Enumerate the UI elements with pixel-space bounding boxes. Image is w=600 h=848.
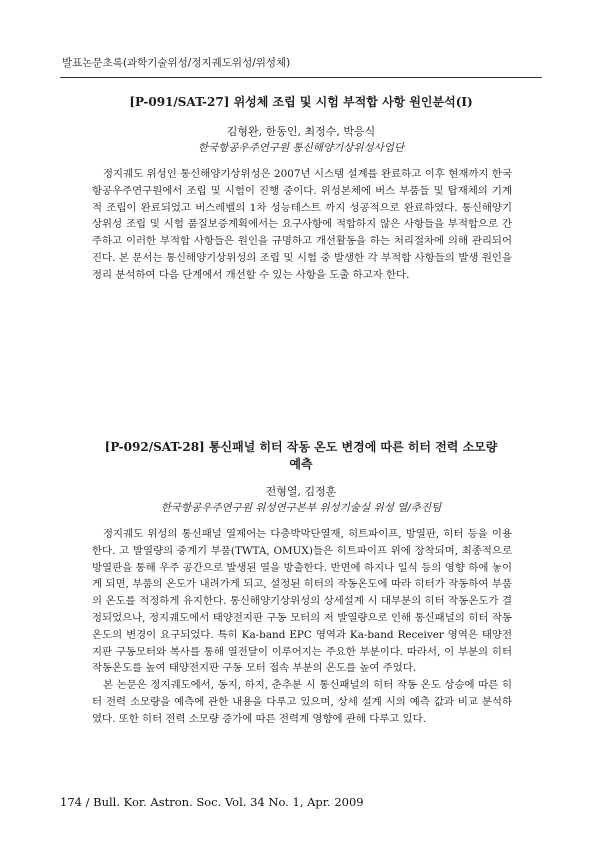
article-1-affiliation: 한국항공우주연구원 통신해양기상위성사업단 [197, 142, 405, 154]
article-1-authors: 김형완, 한동인, 최정수, 박응식 [226, 125, 376, 138]
article-1-paragraph: 정지궤도 위성인 통신해양기상위성은 2007년 시스템 설계를 완료하고 이후 현재까지 한국항공우주연구원에서 조립 및 시험이 진행 중이다. 위성본체에 버스 부품들 및 탑재체의 기계적 조립이 완료되었고 버스레벨의 1차 성능테스트 까지 성공적으로 완료하였다. 통신해양기상위성 조립 및 시험 품질보증계획에서는 요구사항에 적합하지 않은 사항들을 부적합으로 간주하고 이러한 부적합 사항들은 원인을 규명하고 개선활동을 하는 처리절차에 의해 관리되어진다. 본 문서는 통신해양기상위성의 조립 및 시험 중 발생한 각 부적합 사항들의 발생 원인을 정리 분석하여 다음 단계에서 개선할 수 있는 사항을 도출 하고자 한다. [92, 168, 512, 281]
article-1-abstract [92, 166, 512, 284]
article-2-title-line1: [P-092/SAT-28] 통신패널 히터 작동 온도 변경에 따른 히터 전력 소모량 [104, 440, 498, 454]
article-2-authors: 전형열, 김정훈 [265, 485, 337, 498]
article-2-title [60, 439, 542, 473]
article-2-affiliation: 한국항공우주연구원 위성연구본부 위성기술실 위성 열/추진팀 [160, 502, 442, 514]
article-1-title: [P-091/SAT-27] 위성체 조립 및 시험 부적합 사항 원인분석(I) [129, 95, 473, 109]
page-footer: 174 / Bull. Kor. Astron. Soc. Vol. 34 No. 1, Apr. 2009 [60, 795, 364, 809]
header-divider [60, 77, 542, 78]
article-2-paragraph-2: 본 논문은 정지궤도에서, 동지, 하지, 춘추분 시 통신패널의 히터 작동 온도 상승에 따른 히터 전력 소모량을 예측에 관한 내용을 다루고 있으며, 상세 설계 시의 예측 값과 비교 분석하였다. 또한 히터 전력 소모량 증가에 따른 전력계 영향에 관해 다루고 있다. [92, 679, 512, 725]
running-header: 발표논문초록(과학기술위성/정지궤도위성/위성체) [62, 57, 291, 69]
article-2-paragraph-1: 정지궤도 위성의 통신패널 열제어는 다층박막단열재, 히트파이프, 방열판, 히터 등을 이용한다. 고 발열량의 중계기 부품(TWTA, OMUX)들은 히트파이프 위에 장착되며, 최종적으로 방열판을 통해 우주 공간으로 발생된 열을 방출한다. 반면에 하지나 일식 등의 영향 하에 놓이게 되면, 부품의 온도가 내려가게 되고, 설정된 히터의 작동온도에 따라 히터가 작동하여 부품의 온도를 적정하게 유지한다. 통신해양기상위성의 상세설계 시 대부분의 히터 작동온도가 결정되었으나, 정지궤도에서 태양전지판 구동 모터의 저 발열량으로 인해 통신패널의 히터 작동온도의 변경이 요구되었다. 특히 Ka-band EPC 영역과 Ka-band Receiver 영역은 태양전지판 구동모터와 복사를 통해 열전달이 이루어지는 주요한 부분이다. 따라서, 이 부분의 히터 작동온도를 높여 태양전지판 구동 모터 접속 부분의 온도를 높여 주었다. [92, 528, 512, 675]
article-2-abstract [92, 526, 512, 728]
article-2-title-line2: 예측 [289, 457, 313, 471]
